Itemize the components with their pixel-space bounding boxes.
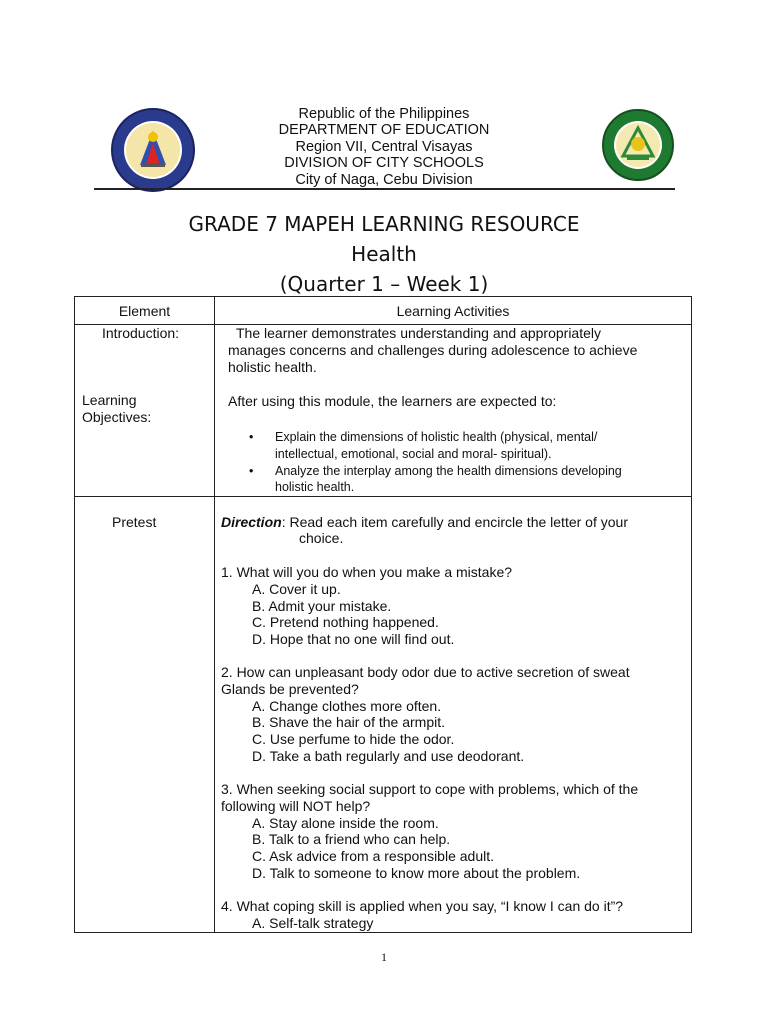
question-4-stem: 4. What coping skill is applied when you say, “I know I can do it”?: [221, 898, 624, 914]
column-header-element: Element: [75, 297, 215, 325]
question-1-option-b: B. Admit your mistake.: [252, 598, 392, 614]
question-4-option-a: A. Self-talk strategy: [252, 915, 374, 931]
question-3-option-c: C. Ask advice from a responsible adult.: [252, 848, 495, 864]
intro-text-line-3: holistic health.: [228, 359, 317, 375]
header-department: DEPARTMENT OF EDUCATION: [278, 122, 490, 138]
header-republic: Republic of the Philippines: [298, 106, 470, 122]
question-1-stem: 1. What will you do when you make a mistake?: [221, 564, 513, 580]
objective-item: • Explain the dimensions of holistic health (physical, mental/ intellectual, emotional, social and moral- spiritual). • Analyze the interplay among the health dimensions developing holistic health.: [249, 430, 622, 495]
header-division: DIVISION OF CITY SCHOOLS: [284, 155, 484, 171]
question-2-option-a: A. Change clothes more often.: [252, 698, 442, 714]
header-city: City of Naga, Cebu Division: [295, 172, 473, 188]
cell-pretest-label: [75, 497, 215, 933]
question-1-option-a: A. Cover it up.: [252, 581, 341, 597]
question-2-option-b: B. Shave the hair of the armpit.: [252, 714, 445, 730]
header-divider: [94, 188, 675, 190]
question-2-option-c: C. Use perfume to hide the odor.: [252, 731, 455, 747]
direction-text-line-2: choice.: [299, 530, 344, 546]
intro-text-line-2: manages concerns and challenges during adolescence to achieve: [228, 342, 638, 358]
table-header-row: [75, 297, 692, 325]
direction-label: Direction: [221, 514, 282, 530]
bullet-icon: •: [249, 430, 254, 444]
question-3-stem-line-1: 3. When seeking social support to cope with problems, which of the: [221, 781, 639, 797]
direction-text: : Read each item carefully and encircle the letter of your: [281, 514, 628, 530]
page-number: 1: [381, 950, 387, 964]
question-2-stem-line-2: Glands be prevented?: [221, 681, 359, 697]
label-objectives: Objectives:: [82, 409, 152, 425]
intro-text-line-1: The learner demonstrates understanding and appropriately: [236, 325, 602, 341]
objectives-lead: After using this module, the learners are expected to:: [228, 393, 557, 409]
document-subject: Health: [351, 242, 417, 266]
label-pretest: Pretest: [112, 514, 157, 530]
label-introduction: Introduction:: [102, 325, 180, 341]
question-3-stem-line-2: following will NOT help?: [221, 798, 371, 814]
question-2-stem-line-1: 2. How can unpleasant body odor due to active secretion of sweat: [221, 664, 630, 680]
header-region: Region VII, Central Visayas: [295, 138, 473, 155]
label-learning: Learning: [82, 392, 137, 408]
document-quarter: (Quarter 1 – Week 1): [279, 272, 489, 296]
question-1-option-c: C. Pretend nothing happened.: [252, 614, 439, 630]
question-2-option-d: D. Take a bath regularly and use deodorant.: [252, 748, 525, 764]
bullet-icon: •: [249, 463, 254, 478]
direction-line: [221, 514, 628, 531]
document-title: GRADE 7 MAPEH LEARNING RESOURCE: [188, 212, 580, 236]
question-3-option-b: B. Talk to a friend who can help.: [252, 831, 451, 847]
column-header-activities: Learning Activities: [215, 297, 692, 325]
question-3-option-d: D. Talk to someone to know more about the problem.: [252, 865, 581, 881]
question-3-option-a: A. Stay alone inside the room.: [252, 815, 439, 831]
question-1-option-d: D. Hope that no one will find out.: [252, 631, 455, 647]
